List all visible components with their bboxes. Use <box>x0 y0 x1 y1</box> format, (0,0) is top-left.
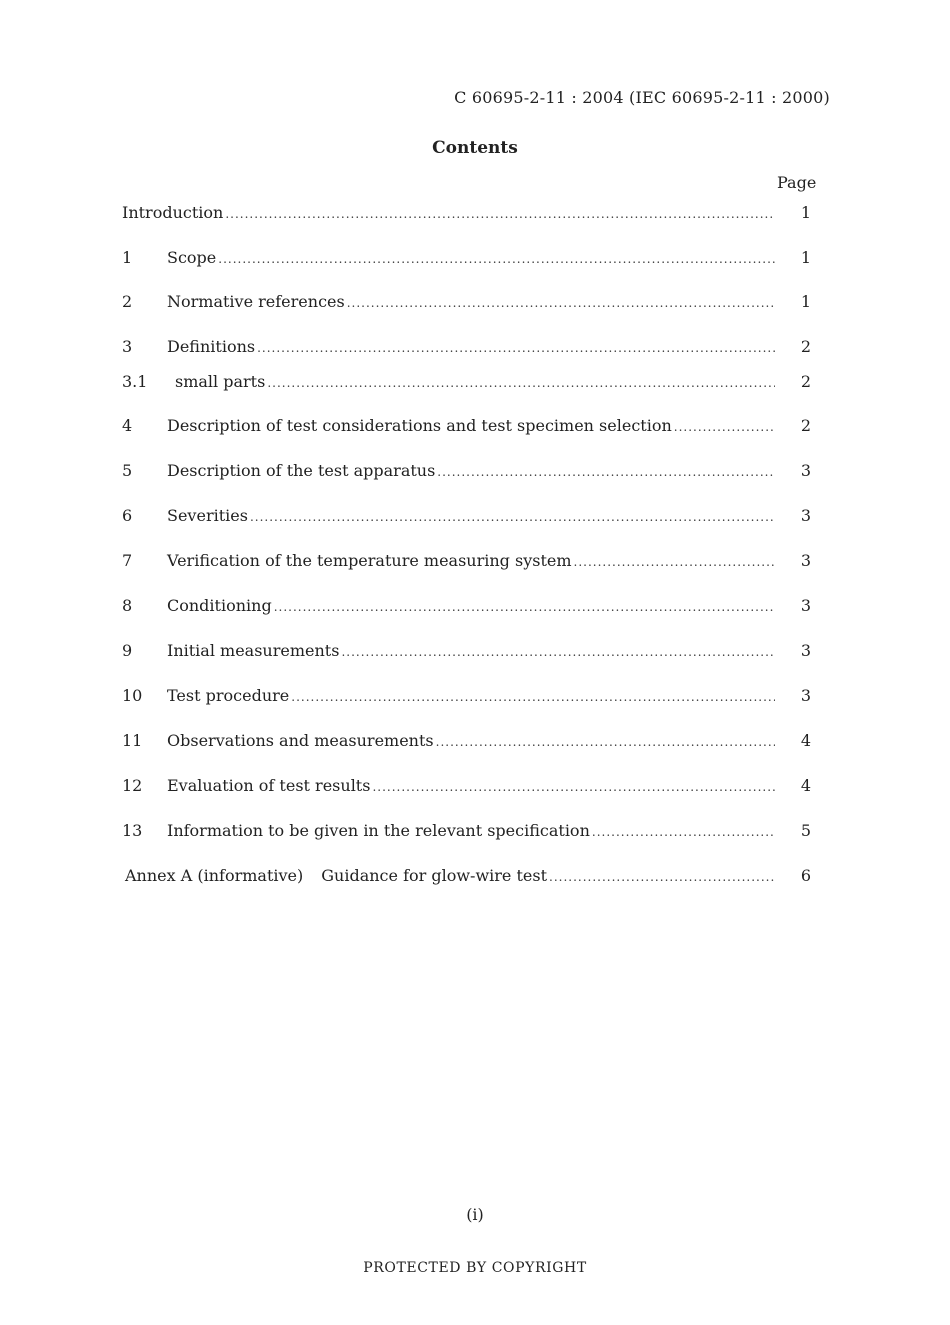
toc-entry-introduction[interactable] <box>122 203 817 225</box>
dot-leader <box>592 825 775 839</box>
dot-leader <box>267 376 775 390</box>
toc-entry-observations[interactable] <box>122 731 817 753</box>
toc-entry-evaluation[interactable] <box>122 776 817 798</box>
toc-entry-title: Definitions <box>167 337 256 356</box>
toc-entry-number: 7 <box>122 551 133 570</box>
toc-entry-page: 4 <box>800 776 811 795</box>
dot-leader <box>549 870 775 884</box>
toc-entry-page: 2 <box>800 337 811 356</box>
copyright-notice: PROTECTED BY COPYRIGHT <box>363 1260 587 1276</box>
toc-entry-page: 2 <box>800 372 811 391</box>
toc-entry-page: 3 <box>800 461 811 480</box>
dot-leader <box>341 645 775 659</box>
toc-entry-title: Severities <box>167 506 248 525</box>
toc-entry-number: 2 <box>122 292 133 311</box>
toc-entry-small-parts[interactable] <box>122 372 817 394</box>
toc-entry-title: Test procedure <box>167 686 290 705</box>
toc-entry-number: 3.1 <box>122 372 148 391</box>
toc-entry-scope[interactable] <box>122 248 817 270</box>
dot-leader <box>218 252 775 266</box>
toc-entry-verification[interactable] <box>122 551 817 573</box>
toc-entry-title: small parts <box>175 372 266 391</box>
toc-entry-normative-references[interactable] <box>122 292 817 314</box>
dot-leader <box>250 510 775 524</box>
toc-entry-page: 4 <box>800 731 811 750</box>
dot-leader <box>574 555 775 569</box>
toc-entry-information[interactable] <box>122 821 817 843</box>
toc-entry-title: Description of the test apparatus <box>167 461 436 480</box>
dot-leader <box>437 465 775 479</box>
dot-leader <box>257 341 775 355</box>
toc-entry-definitions[interactable] <box>122 337 817 359</box>
toc-entry-page: 3 <box>800 596 811 615</box>
toc-entry-conditioning[interactable] <box>122 596 817 618</box>
toc-entry-title: Description of test considerations and test specimen selection <box>167 416 672 435</box>
toc-entry-title: Evaluation of test results <box>167 776 371 795</box>
dot-leader <box>274 600 775 614</box>
toc-entry-number: 3 <box>122 337 133 356</box>
toc-entry-number: 6 <box>122 506 133 525</box>
dot-leader <box>674 420 775 434</box>
toc-entry-title: Information to be given in the relevant specification <box>167 821 590 840</box>
toc-entry-number: 10 <box>122 686 143 705</box>
toc-entry-title: Observations and measurements <box>167 731 434 750</box>
dot-leader <box>291 690 775 704</box>
dot-leader <box>436 735 775 749</box>
footer-page-number: (i) <box>466 1205 484 1224</box>
toc-entry-number: 13 <box>122 821 143 840</box>
annex-label: Annex A (informative) <box>125 866 304 885</box>
dot-leader <box>225 207 775 221</box>
toc-entry-page: 5 <box>800 821 811 840</box>
dot-leader <box>372 780 775 794</box>
toc-entry-test-apparatus[interactable] <box>122 461 817 483</box>
dot-leader <box>347 296 775 310</box>
toc-entry-title: Guidance for glow-wire test <box>321 866 548 885</box>
toc-entry-title: Scope <box>167 248 217 267</box>
toc-entry-page: 1 <box>800 248 811 267</box>
toc-entry-page: 2 <box>800 416 811 435</box>
contents-title: Contents <box>432 138 518 158</box>
toc-entry-title: Verification of the temperature measuring system <box>167 551 572 570</box>
toc-entry-page: 1 <box>800 203 811 222</box>
toc-entry-page: 3 <box>800 686 811 705</box>
toc-entry-number: 9 <box>122 641 133 660</box>
toc-entry-number: 1 <box>122 248 133 267</box>
toc-entry-page: 3 <box>800 551 811 570</box>
toc-entry-title: Normative references <box>167 292 345 311</box>
toc-entry-annex-a[interactable] <box>125 866 817 888</box>
toc-entry-page: 1 <box>800 292 811 311</box>
toc-entry-page: 6 <box>800 866 811 885</box>
toc-entry-number: 8 <box>122 596 133 615</box>
toc-entry-title: Conditioning <box>167 596 272 615</box>
toc-entry-test-procedure[interactable] <box>122 686 817 708</box>
toc-entry-number: 11 <box>122 731 143 750</box>
document-code: C 60695-2-11 : 2004 (IEC 60695-2-11 : 2000) <box>454 88 830 107</box>
toc-entry-page: 3 <box>800 641 811 660</box>
toc-entry-severities[interactable] <box>122 506 817 528</box>
toc-entry-number: 4 <box>122 416 133 435</box>
page-column-label: Page <box>777 173 817 192</box>
toc-entry-initial-measurements[interactable] <box>122 641 817 663</box>
toc-entry-number: 12 <box>122 776 143 795</box>
toc-entry-number: 5 <box>122 461 133 480</box>
toc-entry-title: Introduction <box>122 203 224 222</box>
toc-entry-test-considerations[interactable] <box>122 416 817 438</box>
toc-entry-title: Initial measurements <box>167 641 340 660</box>
toc-entry-page: 3 <box>800 506 811 525</box>
